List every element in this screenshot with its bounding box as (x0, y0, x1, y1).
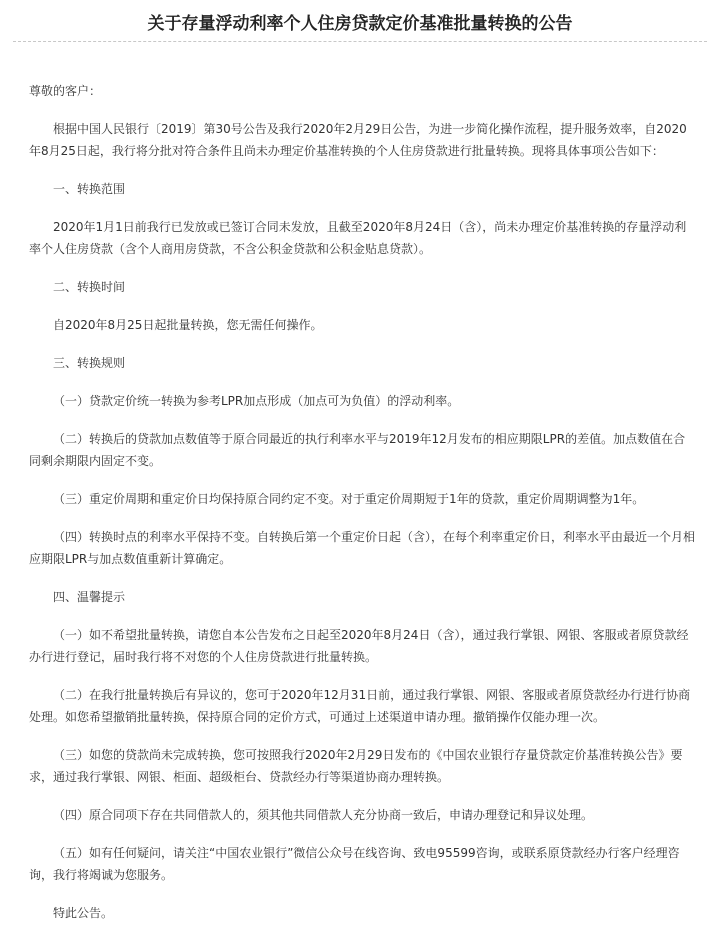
greeting: 尊敬的客户： (29, 84, 102, 98)
section-paragraph: （三）如您的贷款尚未完成转换，您可按照我行2020年2月29日发布的《中国农业银行存量贷款定价基准转换公告》要求，通过我行掌银、网银、柜面、超级柜台、贷款经办行等渠道协商办理转换。 (29, 748, 683, 784)
section-paragraph: （三）重定价周期和重定价日均保持原合同约定不变。对于重定价周期短于1年的贷款，重定价周期调整为1年。 (53, 492, 645, 506)
section-heading: 一、转换范围 (53, 182, 126, 196)
section-heading: 四、温馨提示 (53, 590, 126, 604)
section-heading: 三、转换规则 (53, 356, 126, 370)
section-paragraph: （二）在我行批量转换后有异议的，您可于2020年12月31日前，通过我行掌银、网银、客服或者原贷款经办行进行协商处理。如您希望撤销批量转换，保持原合同的定价方式，可通过上述渠道申请办理。撤销操作仅能办理一次。 (29, 688, 691, 724)
section-heading: 二、转换时间 (53, 280, 126, 294)
title-divider (13, 41, 707, 42)
page-title: 关于存量浮动利率个人住房贷款定价基准批量转换的公告 (147, 14, 573, 34)
section-paragraph: 2020年1月1日前我行已发放或已签订合同未发放，且截至2020年8月24日（含），尚未办理定价基准转换的存量浮动利率个人住房贷款（含个人商用房贷款，不含公积金贷款和公积金贴息贷款）。 (29, 220, 687, 256)
section-paragraph: 自2020年8月25日起批量转换，您无需任何操作。 (53, 318, 323, 332)
section-paragraph: （二）转换后的贷款加点数值等于原合同最近的执行利率水平与2019年12月发布的相应期限LPR的差值。加点数值在合同剩余期限内固定不变。 (29, 432, 686, 468)
intro-paragraph: 根据中国人民银行〔2019〕第30号公告及我行2020年2月29日公告，为进一步简化操作流程，提升服务效率，自2020年8月25日起，我行将分批对符合条件且尚未办理定价基准转换的个人住房贷款进行批量转换。现将具体事项公告如下： (29, 122, 687, 158)
section-paragraph: （一）如不希望批量转换，请您自本公告发布之日起至2020年8月24日（含），通过我行掌银、网银、客服或者原贷款经办行进行登记，届时我行将不对您的个人住房贷款进行批量转换。 (29, 628, 689, 664)
section-paragraph: （五）如有任何疑问，请关注“中国农业银行”微信公众号在线咨询、致电95599咨询，或联系原贷款经办行客户经理咨询，我行将竭诚为您服务。 (29, 846, 680, 882)
section-paragraph: （四）原合同项下存在共同借款人的，须其他共同借款人充分协商一致后，申请办理登记和异议处理。 (53, 808, 594, 822)
section-paragraph: （一）贷款定价统一转换为参考LPR加点形成（加点可为负值）的浮动利率。 (53, 394, 460, 408)
announcement-body (29, 80, 696, 924)
closing: 特此公告。 (53, 906, 114, 920)
section-paragraph: （四）转换时点的利率水平保持不变。自转换后第一个重定价日起（含），在每个利率重定价日，利率水平由最近一个月相应期限LPR与加点数值重新计算确定。 (29, 530, 696, 566)
